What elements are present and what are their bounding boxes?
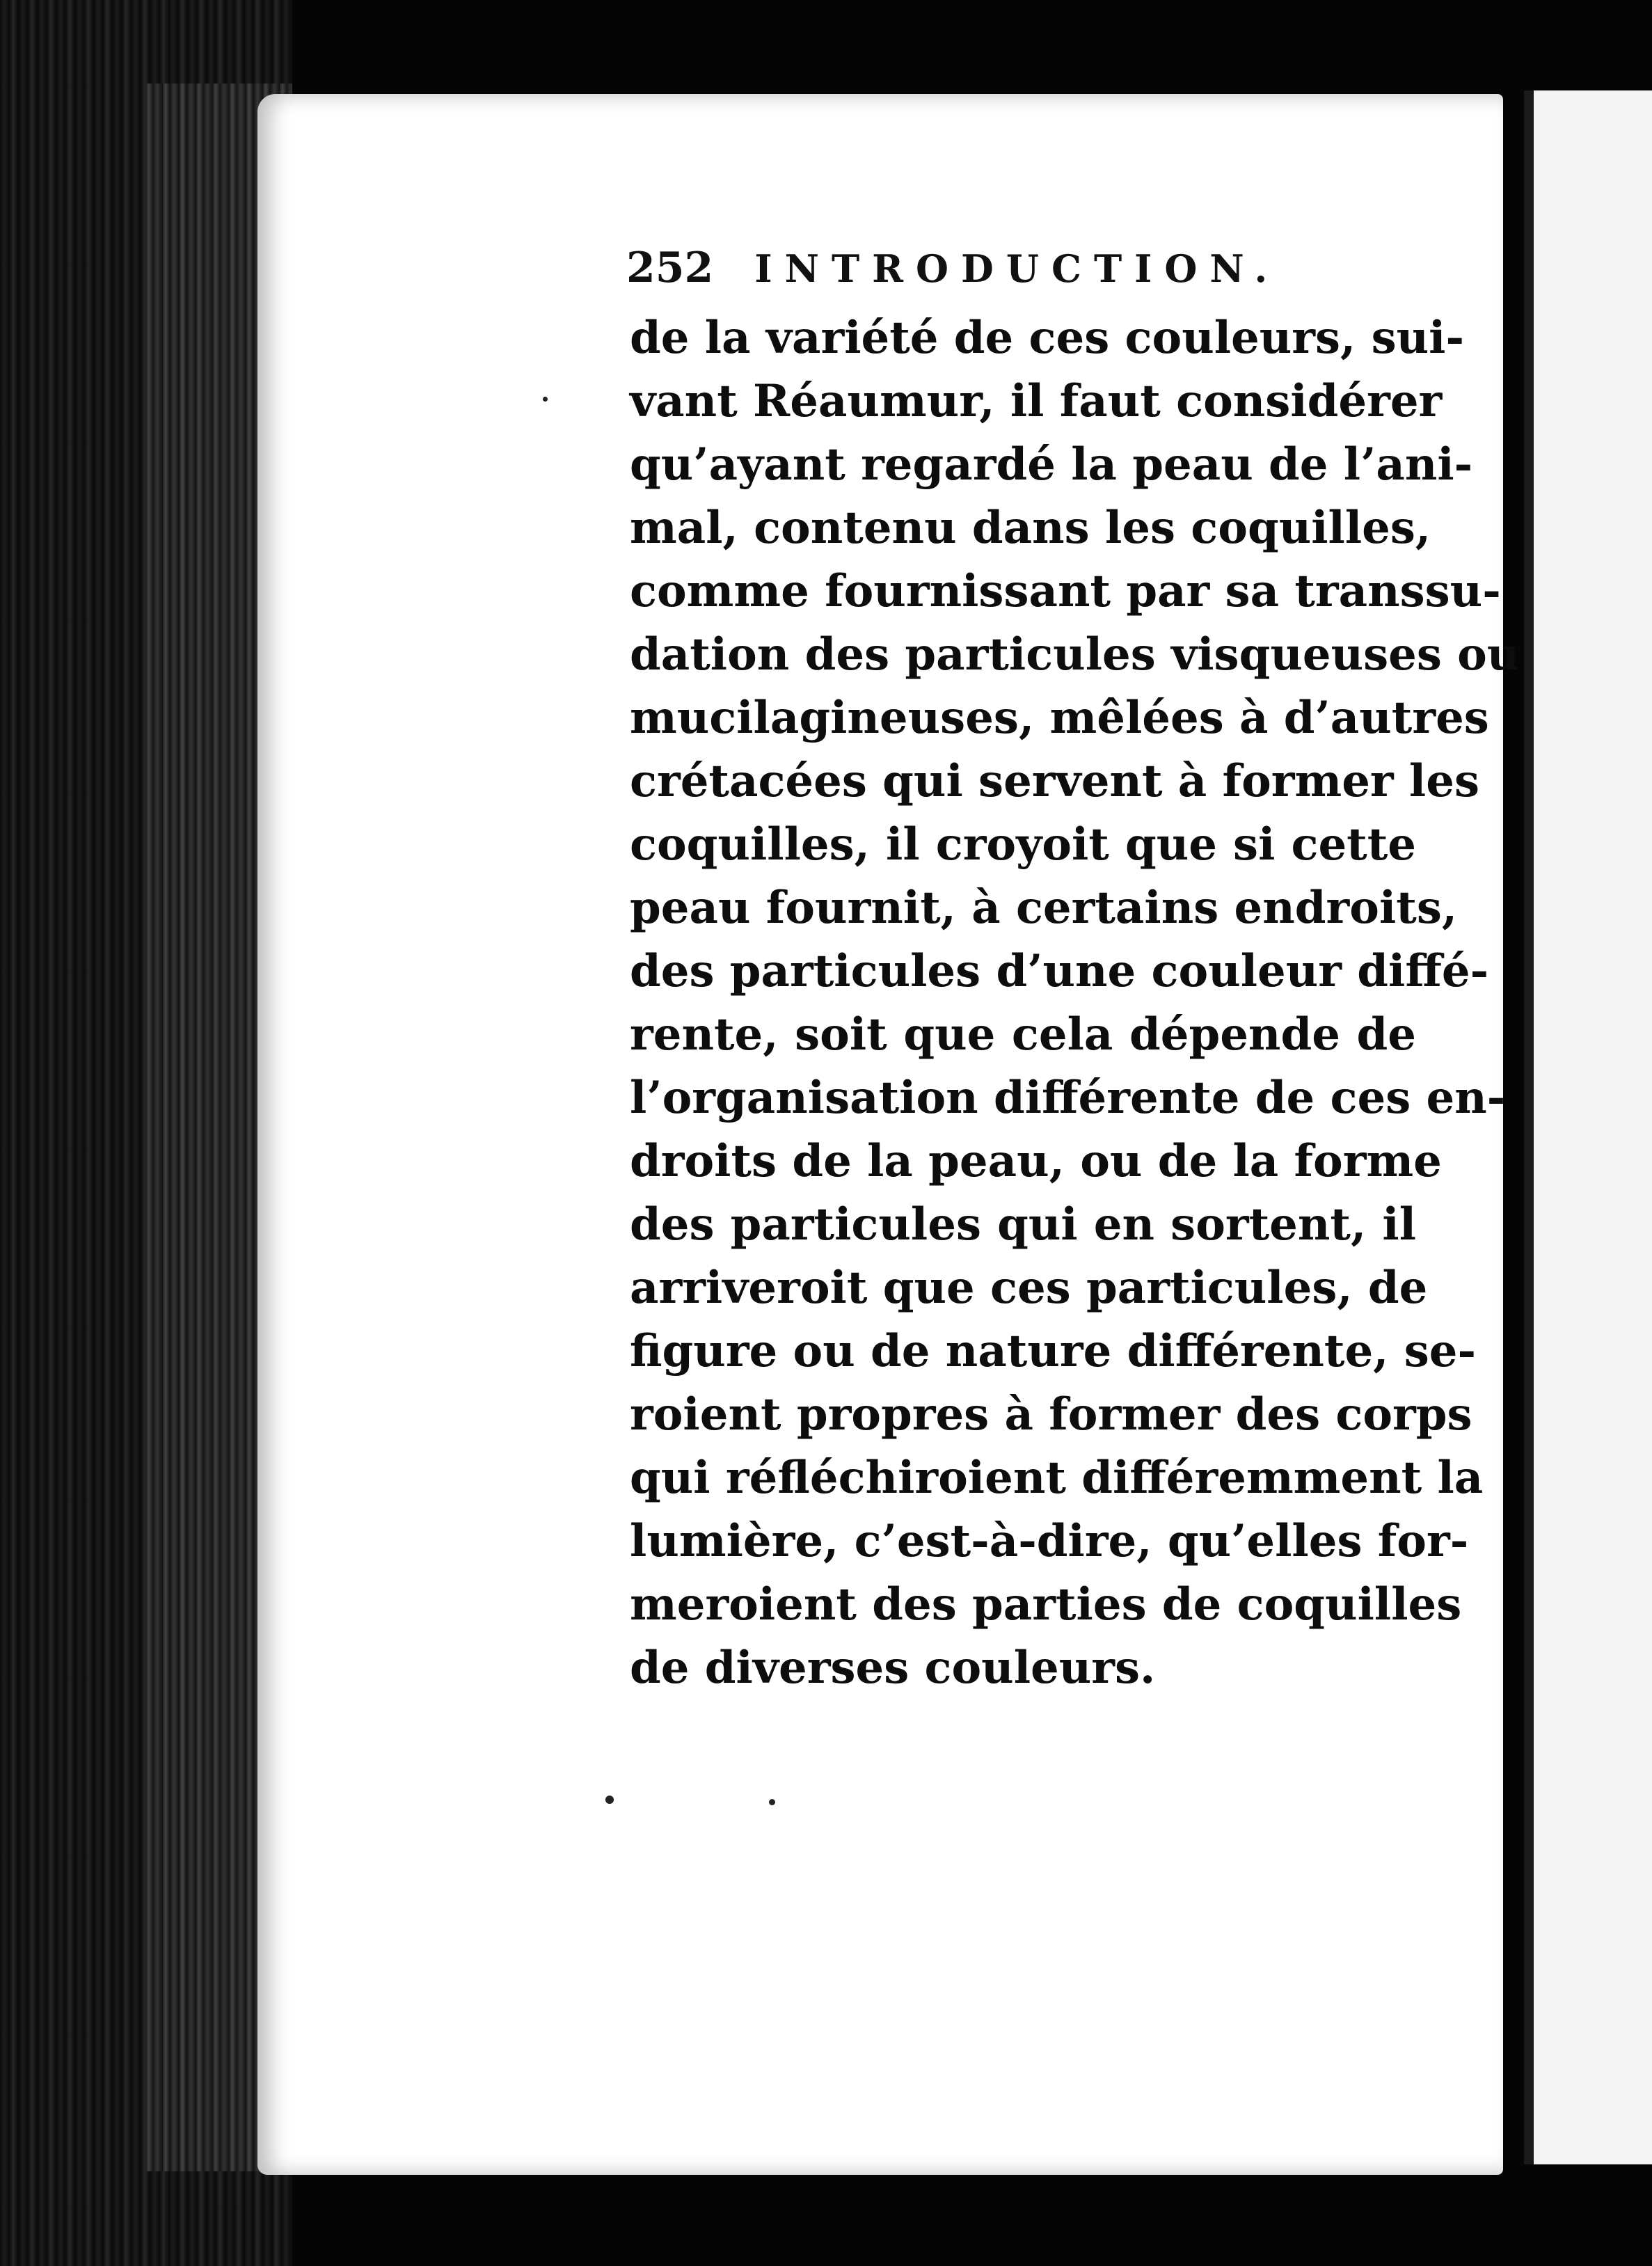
page-number: 252: [626, 244, 714, 292]
text-line: l’organisation différente de ces en-: [630, 1072, 1506, 1124]
text-line: peau fournit, à certains endroits,: [630, 882, 1458, 934]
text-line: vant Réaumur, il faut considérer: [630, 375, 1443, 427]
text-line: rente, soit que cela dépende de: [630, 1008, 1416, 1061]
text-line: lumière, c’est-à-dire, qu’elles for-: [630, 1515, 1469, 1567]
ink-speck: [605, 1796, 614, 1804]
text-line: dation des particules visqueuses ou: [630, 628, 1520, 681]
text-line: des particules d’une couleur diffé-: [630, 945, 1489, 997]
text-line: mal, contenu dans les coquilles,: [630, 502, 1431, 554]
text-line: figure ou de nature différente, se-: [630, 1325, 1477, 1377]
text-line: de diverses couleurs.: [630, 1642, 1156, 1694]
text-line: comme fournissant par sa transsu-: [630, 565, 1501, 617]
ink-speck: [543, 397, 548, 402]
text-line: mucilagineuses, mêlées à d’autres: [630, 692, 1489, 744]
ink-speck: [769, 1799, 775, 1805]
text-line: roient propres à former des corps: [630, 1388, 1472, 1441]
text-line: arriveroit que ces particules, de: [630, 1262, 1428, 1314]
text-line: qu’ayant regardé la peau de l’ani-: [630, 438, 1473, 491]
text-line: crétacées qui servent à former les: [630, 755, 1479, 807]
running-head: [626, 244, 1322, 293]
running-title: INTRODUCTION.: [754, 246, 1280, 291]
text-line: des particules qui en sortent, il: [630, 1198, 1416, 1251]
text-line: meroient des parties de coquilles: [630, 1578, 1462, 1631]
text-line: qui réfléchiroient différemment la: [630, 1452, 1484, 1504]
text-line: coquilles, il croyoit que si cette: [630, 818, 1416, 871]
text-line: de la variété de ces couleurs, sui-: [630, 312, 1465, 364]
text-line: droits de la peau, ou de la forme: [630, 1135, 1442, 1187]
body-text: [630, 306, 1520, 1700]
facing-page: [1524, 90, 1652, 2164]
